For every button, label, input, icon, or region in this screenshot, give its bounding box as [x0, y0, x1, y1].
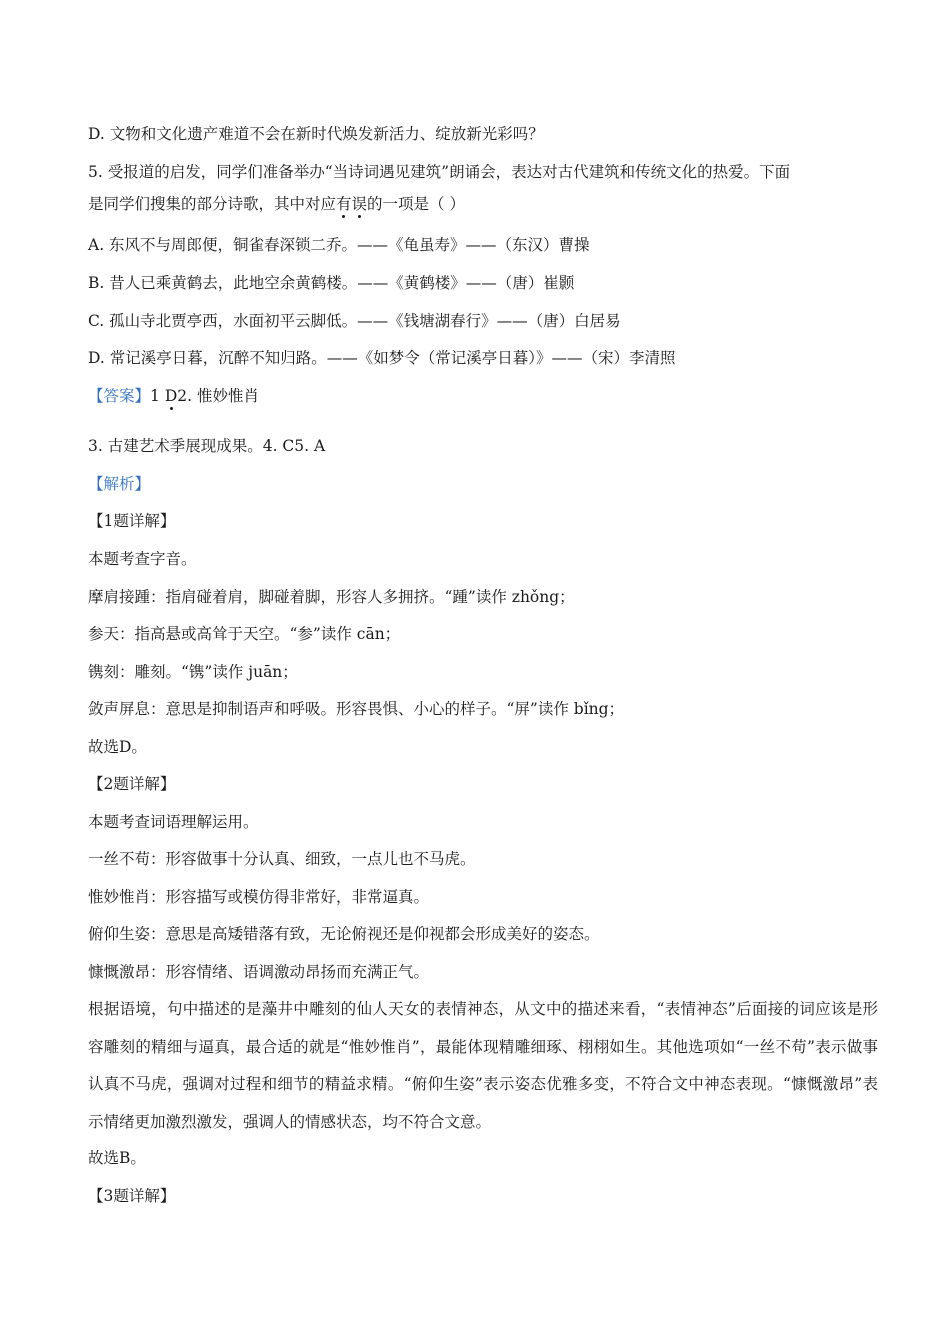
answer-text-2: 2. 惟妙惟肖 — [177, 387, 259, 405]
q5-stem-line-2 — [88, 194, 465, 214]
q5-stem-text-end: 的一项是（ ） — [367, 195, 465, 213]
q2-line: 一丝不苟：形容做事十分认真、细致，一点儿也不马虎。 — [88, 850, 476, 868]
q1-line: 本题考查字音。 — [88, 550, 197, 568]
q1-line: 摩肩接踵：指肩碰着肩，脚碰着脚，形容人多拥挤。“踵”读作 zhǒng； — [88, 588, 575, 606]
q5-option-b: B. 昔人已乘黄鹤去，此地空余黄鹤楼。——《黄鹤楼》——（唐）崔颢 — [88, 274, 575, 292]
q5-option-d: D. 常记溪亭日暮，沉醉不知归路。——《如梦令（常记溪亭日暮）》——（宋）李清照 — [88, 349, 676, 367]
q2-paragraph: 根据语境，句中描述的是藻井中雕刻的仙人天女的表情神态，从文中的描述来看，“表情神态”后面接的词应该是形容雕刻的精细与逼真，最合适的就是“惟妙惟肖”，最能体现精雕细琢、栩栩如生。其他选项如“一丝不苟”表示做事认真不马虎，强调对过程和细节的精益求精。“俯仰生姿”表示姿态优雅多变，不符合文中神态表现。“慷慨激昂”表示情绪更加激烈激发，强调人的情感状态，均不符合文意。 — [88, 1000, 878, 1131]
answer-line-2: 3. 古建艺术季展现成果。4. C5. A — [88, 437, 326, 455]
answer-text-1: 1 — [150, 387, 165, 405]
q2-heading: 【2题详解】 — [88, 775, 176, 793]
emphasis-dot-wu: 误 — [351, 195, 368, 213]
answer-label: 【答案】 — [88, 387, 151, 405]
q5-stem-line-1: 5. 受报道的启发，同学们准备举办“当诗词遇见建筑”朗诵会，表达对古代建筑和传统文化的热爱。下面 — [88, 163, 791, 181]
q5-option-c: C. 孤山寺北贾亭西，水面初平云脚低。——《钱塘湖春行》——（唐）白居易 — [88, 312, 621, 330]
q5-option-a: A. 东风不与周郎便，铜雀春深锁二乔。——《龟虽寿》——（东汉）曹操 — [88, 236, 590, 254]
q1-line: 故选D。 — [88, 738, 147, 756]
q2-line: 惟妙惟肖：形容描写或模仿得非常好，非常逼真。 — [88, 888, 430, 906]
emphasis-dot-you: 有 — [336, 195, 352, 213]
q2-conclusion: 故选B。 — [88, 1149, 146, 1167]
q1-line: 镌刻：雕刻。“镌”读作 juān； — [88, 663, 298, 681]
q2-line: 本题考查词语理解运用。 — [88, 813, 259, 831]
q2-line: 慷慨激昂：形容情绪、语调激动昂扬而充满正气。 — [88, 963, 430, 981]
q1-heading: 【1题详解】 — [88, 512, 176, 530]
analysis-label: 【解析】 — [88, 475, 151, 493]
q4-option-d: D. 文物和文化遗产难道不会在新时代焕发新活力、绽放新光彩吗？ — [88, 125, 544, 143]
q1-line: 参天：指高悬或高耸于天空。“参”读作 cān； — [88, 625, 401, 643]
q5-stem-text: 是同学们搜集的部分诗歌，其中对应 — [88, 195, 337, 213]
q3-heading: 【3题详解】 — [88, 1187, 176, 1205]
answer-dot-d: D — [164, 387, 178, 405]
q2-line: 俯仰生姿：意思是高矮错落有致，无论俯视还是仰视都会形成美好的姿态。 — [88, 925, 600, 943]
q1-line: 敛声屏息：意思是抑制语声和呼吸。形容畏惧、小心的样子。“屏”读作 bǐng； — [88, 700, 625, 718]
answer-line-1 — [88, 386, 259, 406]
